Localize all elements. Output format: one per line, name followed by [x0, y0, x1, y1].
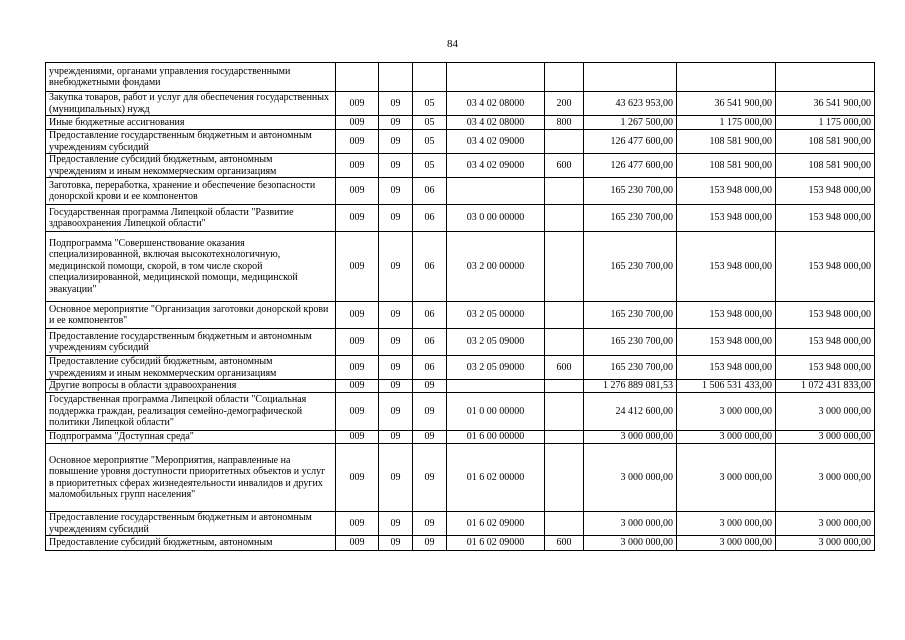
- cell-amount-year-2: 153 948 000,00: [677, 329, 776, 356]
- table-row: [46, 116, 875, 130]
- cell-admin-code: 009: [336, 154, 379, 178]
- table-row: [46, 302, 875, 329]
- cell-amount-year-3: 36 541 900,00: [776, 92, 875, 116]
- cell-admin-code: 009: [336, 329, 379, 356]
- cell-admin-code: 009: [336, 393, 379, 431]
- cell-amount-year-1: 165 230 700,00: [584, 232, 677, 302]
- cell-name: Закупка товаров, работ и услуг для обеспечения государственных (муниципальных) нужд: [46, 92, 336, 116]
- cell-expense-type: [545, 380, 584, 393]
- cell-section: 09: [379, 431, 413, 444]
- cell-admin-code: 009: [336, 130, 379, 154]
- cell-subsection: 05: [413, 154, 447, 178]
- cell-amount-year-1: 3 000 000,00: [584, 431, 677, 444]
- table-row: [46, 536, 875, 551]
- cell-expense-type: [545, 232, 584, 302]
- cell-name: Предоставление субсидий бюджетным, автономным учреждениям и иным некоммерческим организациям: [46, 356, 336, 380]
- table-row: [46, 380, 875, 393]
- cell-amount-year-1: 165 230 700,00: [584, 356, 677, 380]
- cell-subsection: 09: [413, 512, 447, 536]
- cell-admin-code: 009: [336, 431, 379, 444]
- table-row: [46, 154, 875, 178]
- table-row: [46, 431, 875, 444]
- cell-expense-type: 200: [545, 92, 584, 116]
- cell-expense-type: [545, 178, 584, 205]
- cell-section: 09: [379, 356, 413, 380]
- cell-admin-code: 009: [336, 512, 379, 536]
- cell-expense-type: [545, 63, 584, 92]
- table-row: [46, 130, 875, 154]
- cell-amount-year-1: 24 412 600,00: [584, 393, 677, 431]
- cell-target-article: 01 0 00 00000: [447, 393, 545, 431]
- cell-name: Основное мероприятие "Мероприятия, направленные на повышение уровня доступности приоритетных объектов и услуг в приоритетных сферах жизнедеятельности инвалидов и других маломобильных групп населения": [46, 444, 336, 512]
- cell-name: Подпрограмма "Совершенствование оказания специализированной, включая высокотехнологичную, медицинской помощи, скорой, в том числе скорой специализированной, медицинской помощи, медицинской эвакуации": [46, 232, 336, 302]
- cell-admin-code: 009: [336, 380, 379, 393]
- cell-section: 09: [379, 302, 413, 329]
- cell-expense-type: [545, 393, 584, 431]
- cell-amount-year-1: 3 000 000,00: [584, 444, 677, 512]
- cell-amount-year-1: 165 230 700,00: [584, 302, 677, 329]
- cell-expense-type: [545, 302, 584, 329]
- cell-target-article: 01 6 02 09000: [447, 512, 545, 536]
- cell-amount-year-2: 108 581 900,00: [677, 130, 776, 154]
- cell-section: 09: [379, 393, 413, 431]
- cell-subsection: 05: [413, 130, 447, 154]
- cell-target-article: 03 2 00 00000: [447, 232, 545, 302]
- cell-amount-year-1: 1 276 889 081,53: [584, 380, 677, 393]
- cell-name: учреждениями, органами управления государственными внебюджетными фондами: [46, 63, 336, 92]
- cell-section: 09: [379, 232, 413, 302]
- table-row: [46, 512, 875, 536]
- cell-admin-code: 009: [336, 116, 379, 130]
- cell-name: Предоставление государственным бюджетным и автономным учреждениям субсидий: [46, 130, 336, 154]
- cell-amount-year-2: 153 948 000,00: [677, 232, 776, 302]
- cell-amount-year-2: 3 000 000,00: [677, 431, 776, 444]
- cell-section: 09: [379, 130, 413, 154]
- table-body: [46, 63, 875, 551]
- cell-amount-year-3: 1 072 431 833,00: [776, 380, 875, 393]
- table-row: [46, 356, 875, 380]
- cell-amount-year-3: 3 000 000,00: [776, 393, 875, 431]
- cell-amount-year-1: 126 477 600,00: [584, 130, 677, 154]
- cell-admin-code: [336, 63, 379, 92]
- cell-target-article: 01 6 02 09000: [447, 536, 545, 551]
- cell-subsection: 09: [413, 444, 447, 512]
- cell-amount-year-2: 3 000 000,00: [677, 444, 776, 512]
- budget-table: [45, 62, 875, 551]
- cell-subsection: 05: [413, 92, 447, 116]
- cell-expense-type: [545, 130, 584, 154]
- cell-name: Подпрограмма "Доступная среда": [46, 431, 336, 444]
- cell-amount-year-1: [584, 63, 677, 92]
- cell-subsection: 06: [413, 329, 447, 356]
- cell-amount-year-3: 3 000 000,00: [776, 536, 875, 551]
- cell-amount-year-3: 108 581 900,00: [776, 130, 875, 154]
- cell-target-article: 03 2 05 00000: [447, 302, 545, 329]
- cell-amount-year-2: 1 175 000,00: [677, 116, 776, 130]
- cell-amount-year-1: 43 623 953,00: [584, 92, 677, 116]
- cell-target-article: 03 4 02 08000: [447, 116, 545, 130]
- cell-section: 09: [379, 444, 413, 512]
- cell-admin-code: 009: [336, 356, 379, 380]
- cell-subsection: 06: [413, 302, 447, 329]
- cell-section: [379, 63, 413, 92]
- page-number: 84: [447, 38, 458, 50]
- cell-expense-type: [545, 329, 584, 356]
- cell-amount-year-3: 3 000 000,00: [776, 431, 875, 444]
- cell-subsection: 09: [413, 536, 447, 551]
- cell-admin-code: 009: [336, 178, 379, 205]
- cell-amount-year-1: 165 230 700,00: [584, 205, 677, 232]
- cell-target-article: [447, 178, 545, 205]
- cell-amount-year-2: 153 948 000,00: [677, 178, 776, 205]
- cell-amount-year-2: 108 581 900,00: [677, 154, 776, 178]
- cell-amount-year-3: 3 000 000,00: [776, 444, 875, 512]
- cell-expense-type: [545, 444, 584, 512]
- cell-section: 09: [379, 178, 413, 205]
- cell-amount-year-3: 153 948 000,00: [776, 302, 875, 329]
- cell-amount-year-3: [776, 63, 875, 92]
- cell-name: Государственная программа Липецкой области "Развитие здравоохранения Липецкой области": [46, 205, 336, 232]
- cell-name: Государственная программа Липецкой области "Социальная поддержка граждан, реализация семейно-демографической политики Липецкой области": [46, 393, 336, 431]
- cell-section: 09: [379, 205, 413, 232]
- cell-target-article: 03 2 05 09000: [447, 356, 545, 380]
- cell-amount-year-1: 165 230 700,00: [584, 178, 677, 205]
- cell-section: 09: [379, 116, 413, 130]
- cell-target-article: 03 4 02 09000: [447, 130, 545, 154]
- cell-amount-year-1: 165 230 700,00: [584, 329, 677, 356]
- cell-target-article: 01 6 00 00000: [447, 431, 545, 444]
- cell-subsection: 06: [413, 205, 447, 232]
- cell-name: Основное мероприятие "Организация заготовки донорской крови и ее компонентов": [46, 302, 336, 329]
- cell-name: Предоставление субсидий бюджетным, автономным учреждениям и иным некоммерческим организациям: [46, 154, 336, 178]
- cell-subsection: 09: [413, 393, 447, 431]
- cell-name: Другие вопросы в области здравоохранения: [46, 380, 336, 393]
- cell-amount-year-3: 153 948 000,00: [776, 232, 875, 302]
- cell-subsection: 06: [413, 232, 447, 302]
- cell-subsection: 09: [413, 380, 447, 393]
- cell-admin-code: 009: [336, 444, 379, 512]
- cell-section: 09: [379, 329, 413, 356]
- table-row: [46, 178, 875, 205]
- cell-amount-year-2: 153 948 000,00: [677, 356, 776, 380]
- table-row: [46, 444, 875, 512]
- cell-section: 09: [379, 512, 413, 536]
- cell-amount-year-3: 153 948 000,00: [776, 205, 875, 232]
- cell-target-article: 01 6 02 00000: [447, 444, 545, 512]
- cell-admin-code: 009: [336, 205, 379, 232]
- cell-amount-year-2: [677, 63, 776, 92]
- cell-amount-year-2: 3 000 000,00: [677, 393, 776, 431]
- cell-amount-year-1: 3 000 000,00: [584, 536, 677, 551]
- table-row: [46, 232, 875, 302]
- cell-amount-year-2: 3 000 000,00: [677, 512, 776, 536]
- cell-amount-year-3: 153 948 000,00: [776, 356, 875, 380]
- cell-name: Иные бюджетные ассигнования: [46, 116, 336, 130]
- cell-admin-code: 009: [336, 232, 379, 302]
- cell-amount-year-1: 3 000 000,00: [584, 512, 677, 536]
- cell-target-article: [447, 380, 545, 393]
- cell-subsection: 06: [413, 356, 447, 380]
- cell-target-article: 03 0 00 00000: [447, 205, 545, 232]
- cell-subsection: 06: [413, 178, 447, 205]
- cell-amount-year-1: 1 267 500,00: [584, 116, 677, 130]
- cell-expense-type: 600: [545, 536, 584, 551]
- cell-admin-code: 009: [336, 536, 379, 551]
- cell-admin-code: 009: [336, 92, 379, 116]
- cell-expense-type: 800: [545, 116, 584, 130]
- cell-amount-year-3: 1 175 000,00: [776, 116, 875, 130]
- table-row: [46, 393, 875, 431]
- cell-target-article: 03 4 02 09000: [447, 154, 545, 178]
- cell-amount-year-2: 3 000 000,00: [677, 536, 776, 551]
- cell-section: 09: [379, 92, 413, 116]
- cell-amount-year-3: 3 000 000,00: [776, 512, 875, 536]
- cell-name: Предоставление государственным бюджетным и автономным учреждениям субсидий: [46, 329, 336, 356]
- cell-amount-year-3: 153 948 000,00: [776, 329, 875, 356]
- cell-section: 09: [379, 380, 413, 393]
- cell-admin-code: 009: [336, 302, 379, 329]
- cell-target-article: 03 2 05 09000: [447, 329, 545, 356]
- table-row: [46, 329, 875, 356]
- cell-section: 09: [379, 536, 413, 551]
- cell-subsection: 05: [413, 116, 447, 130]
- cell-expense-type: 600: [545, 356, 584, 380]
- cell-amount-year-2: 36 541 900,00: [677, 92, 776, 116]
- cell-amount-year-1: 126 477 600,00: [584, 154, 677, 178]
- cell-target-article: 03 4 02 08000: [447, 92, 545, 116]
- table-row: [46, 205, 875, 232]
- table-row: [46, 92, 875, 116]
- cell-expense-type: [545, 205, 584, 232]
- cell-amount-year-3: 153 948 000,00: [776, 178, 875, 205]
- table-row: [46, 63, 875, 92]
- cell-amount-year-2: 1 506 531 433,00: [677, 380, 776, 393]
- cell-expense-type: [545, 512, 584, 536]
- cell-amount-year-2: 153 948 000,00: [677, 205, 776, 232]
- cell-amount-year-2: 153 948 000,00: [677, 302, 776, 329]
- cell-name: Предоставление субсидий бюджетным, автономным: [46, 536, 336, 551]
- cell-amount-year-3: 108 581 900,00: [776, 154, 875, 178]
- cell-name: Заготовка, переработка, хранение и обеспечение безопасности донорской крови и ее компонентов: [46, 178, 336, 205]
- cell-subsection: [413, 63, 447, 92]
- cell-section: 09: [379, 154, 413, 178]
- cell-expense-type: [545, 431, 584, 444]
- cell-subsection: 09: [413, 431, 447, 444]
- cell-expense-type: 600: [545, 154, 584, 178]
- cell-target-article: [447, 63, 545, 92]
- cell-name: Предоставление государственным бюджетным и автономным учреждениям субсидий: [46, 512, 336, 536]
